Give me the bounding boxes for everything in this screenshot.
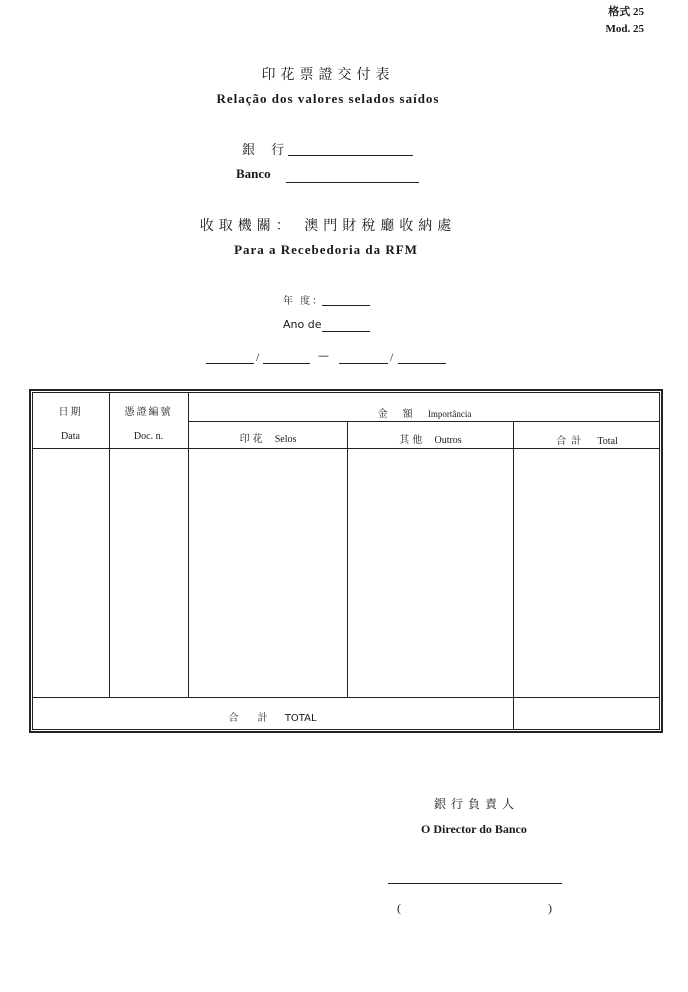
total-row-top-rule [32,697,660,698]
signature-title-pt: O Director do Banco [421,822,527,836]
year-label-cjk: 年 度： [283,296,325,307]
title-pt: Relação dos valores selados saídos [216,91,440,106]
bank-label-cjk: 銀 行 [242,143,291,158]
signature-paren-open: ( [397,901,401,915]
col-total-cjk: 合計 [556,436,587,447]
bank-cjk-line [288,155,413,156]
col-divider-others [513,421,514,730]
form-code-cjk: 格式 25 [608,6,644,18]
amount-header-rule [189,421,660,422]
col-others-cjk: 其他 [399,435,426,446]
header-bottom-rule [32,448,660,449]
recipient-cjk: 收取機關： 澳門財稅廳收納處 [199,218,457,234]
col-total-pt: Total [597,436,618,447]
recipient-pt: Para a Recebedoria da RFM [234,242,418,257]
amount-header [189,405,660,420]
date-to-month-line [398,363,446,364]
signature-title-cjk: 銀行負責人 [434,797,520,811]
footer-total-pt: TOTAL [284,713,317,724]
col-stamps-cjk: 印花 [239,434,266,445]
date-range-dash: — [318,349,329,362]
date-to-sep: / [390,350,394,364]
col-doc-cjk: 憑證編號 [124,407,173,418]
col-date-cjk: 日期 [58,407,83,418]
col-others-header [348,431,513,446]
date-from-sep: / [256,350,260,364]
col-divider-stamps [347,421,348,697]
signature-line [388,883,562,884]
date-from-day-line [206,363,254,364]
amount-header-cjk: 金 額 [377,409,419,420]
col-total-header [514,432,660,447]
form-code-pt: Mod. 25 [605,23,644,35]
footer-total-cjk: 合 計 [228,713,276,724]
date-from-month-line [263,363,310,364]
footer-total [32,709,513,724]
year-pt-line [322,331,370,332]
signature-paren-close: ) [548,901,552,915]
amount-header-pt: Importância [427,409,472,419]
year-cjk-line [322,305,370,306]
title-cjk: 印花票證交付表 [261,67,395,83]
col-doc-pt: Doc. n. [133,431,164,442]
col-stamps-header [189,430,347,445]
bank-label-pt: Banco [236,166,271,181]
year-label-pt: Ano de [283,318,322,331]
col-date-pt: Data [61,431,80,442]
col-stamps-pt: Selos [274,434,297,445]
col-others-pt: Outros [434,435,462,446]
date-to-day-line [339,363,388,364]
bank-pt-line [286,182,419,183]
